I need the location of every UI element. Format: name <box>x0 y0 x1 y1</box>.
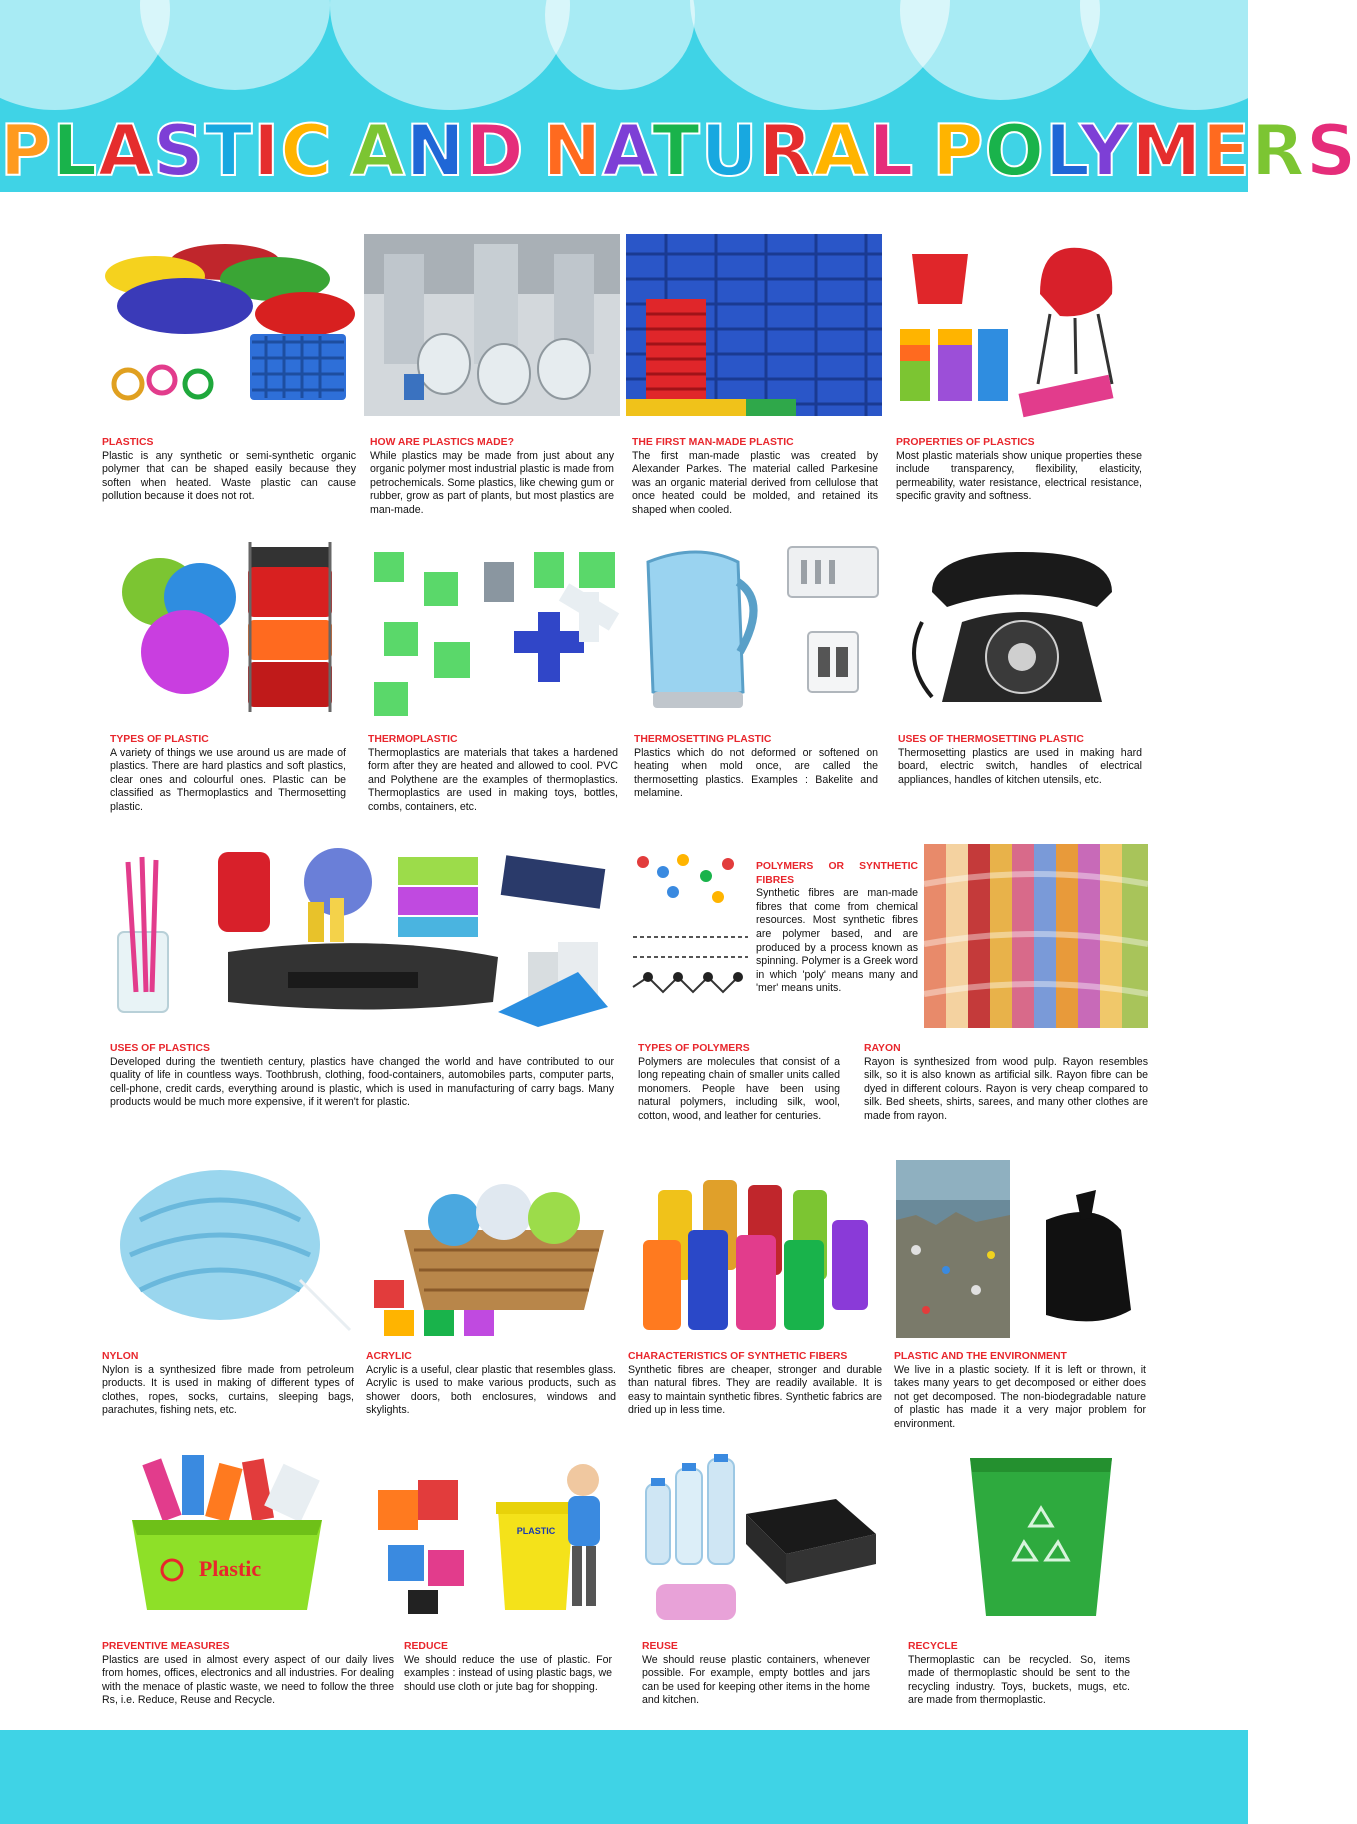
reuse-bottles-containers-image <box>636 1454 886 1626</box>
decor-bubble <box>1080 0 1310 110</box>
section-plastics <box>102 436 356 504</box>
section-text: We should reuse plastic containers, whenever possible. For example, empty bottles and jars can be used for keeping other items in the home and kitchen. <box>642 1653 870 1707</box>
section-text: Nylon is a synthesized fibre made from petroleum products. It is used in making of different types of clothes, ropes, socks, curtains, sleeping bags, parachutes, fishing nets, etc. <box>102 1363 354 1417</box>
rayon-fabric-rolls-image <box>924 844 1148 1028</box>
title-letter: P <box>932 110 985 192</box>
title-letter: N <box>542 110 603 192</box>
nylon-sponge-image <box>100 1160 360 1340</box>
section-text: Plastics which do not deformed or softened on heating when mold once, are called the thermosetting plastics. Examples : Bakelite and melamine. <box>634 746 878 800</box>
decor-bubble <box>900 0 1100 100</box>
section-uses-of-plastics <box>110 1042 614 1110</box>
reduce-plastic-items-image <box>368 1450 614 1626</box>
section-text: Plastics are used in almost every aspect of our daily lives from homes, offices, electronics and all industries. For dealing with the menace of plastic waste, we need to follow the three Rs, i.e. Reduce, Reuse and Recycle. <box>102 1653 394 1707</box>
title-letter: E <box>1202 110 1251 192</box>
section-text: Polymers are molecules that consist of a long repeating chain of smaller units called monomers. People have been using natural polymers, including silk, wool, cotton, wood, and leather for centuries. <box>638 1055 840 1122</box>
header-banner <box>0 0 1357 192</box>
section-text: Most plastic materials show unique properties these include transparency, flexibility, elasticity, permeability, water resistance, electrical resistance, specific gravity and softness. <box>896 449 1142 503</box>
plastic-granules-image <box>100 234 358 416</box>
section-heading: TYPES OF PLASTIC <box>110 734 209 745</box>
title-letter: I <box>253 110 281 192</box>
black-telephone-image <box>892 532 1148 722</box>
title-letter: A <box>602 110 652 192</box>
section-text: A variety of things we use around us are made of plastics. There are hard plastics and soft plastics, clear ones and colourful ones. Plastic can be classified as Thermoplastics and Thermosetting plastic. <box>110 746 346 813</box>
title-letter: A <box>350 110 406 192</box>
section-recycle <box>908 1640 1130 1708</box>
dustbin-label: PLASTIC <box>516 1526 556 1536</box>
title-letter: Y <box>1079 110 1132 192</box>
section-text: While plastics may be made from just about any organic polymer most industrial plastic is made from petrochemicals. Some plastics, like chewing gum or rubber, grow as part of plants, but most plastics are man-made. <box>370 449 614 516</box>
section-types-of-plastic <box>110 733 346 815</box>
section-heading: RAYON <box>864 1043 901 1054</box>
title-letter: L <box>868 110 915 192</box>
title-letter: N <box>405 110 466 192</box>
section-text: Acrylic is a useful, clear plastic that resembles glass. Acrylic is used to make various products, such as shower doors, both enclosures, windows and skylights. <box>366 1363 616 1417</box>
section-heading: RECYCLE <box>908 1641 958 1652</box>
section-types-of-polymers <box>638 1042 840 1124</box>
section-text: Thermoplastics are materials that takes a hardened form after they are heated and allowed to cool. PVC and Polythene are the examples of thermoplastics. Thermoplastics are used in making toys, bottles, combs, containers, etc. <box>368 746 618 813</box>
pvc-fittings-image <box>364 532 624 722</box>
section-text: We live in a plastic society. If it is left or thrown, it takes many years to get decomposed or either does not get decomposed. The non-biodegradable nature of plastic has made it a very major problem for environment. <box>894 1363 1146 1430</box>
section-heading: CHARACTERISTICS OF SYNTHETIC FIBERS <box>628 1351 848 1362</box>
title-letter: A <box>97 110 154 192</box>
polymer-chain-image <box>628 842 752 1016</box>
title-letter: T <box>651 110 701 192</box>
section-acrylic <box>366 1350 616 1418</box>
title-letter: P <box>0 110 53 192</box>
plastic-balls-tiffin-image <box>100 532 360 722</box>
section-text: Thermosetting plastics are used in making hard board, electric switch, handles of electrical appliances, handles of kitchen utensils, etc. <box>898 746 1142 786</box>
section-reduce <box>404 1640 612 1694</box>
section-heading: USES OF PLASTICS <box>110 1043 210 1054</box>
section-text: Rayon is synthesized from wood pulp. Rayon resembles silk, so it is also known as artificial silk. Rayon fibre can be dyed in different colours. Rayon is very cheap compared to silk. Bed sheets, shirts, sarees, and many other clothes are made from rayon. <box>864 1055 1148 1122</box>
plastic-waste-box-image <box>112 1450 338 1620</box>
section-thermoplastic <box>368 733 618 815</box>
section-text: Plastic is any synthetic or semi-synthetic organic polymer that can be shaped easily because they soften when heated. Waste plastic can cause pollution because it does not rot. <box>102 449 356 503</box>
section-text: Thermoplastic can be recycled. So, items made of thermoplastic should be sent to the recycling industry. Toys, buckets, mugs, etc. are made from thermoplastic. <box>908 1653 1130 1707</box>
uses-of-plastics-collage-image <box>108 842 624 1032</box>
section-heading: POLYMERS OR SYNTHETIC FIBRES <box>756 861 918 886</box>
section-text: Developed during the twentieth century, plastics have changed the world and have contributed to our quality of life in countless ways. Toothbrush, clothing, food-containers, automobiles parts, computer parts, cell-phone, credit cards, everything around is plastic, which is used in manufacturing of carry bags. Many products would be much more expensive, if it weren't for plastic. <box>110 1055 614 1109</box>
section-uses-of-thermosetting-plastic <box>898 733 1142 787</box>
plastic-pollution-image <box>896 1160 1146 1340</box>
plastic-box-label: Plastic <box>198 1556 262 1581</box>
title-letter: R <box>1250 110 1306 192</box>
section-heading: REDUCE <box>404 1641 448 1652</box>
title-letter: S <box>153 110 205 192</box>
title-letter: R <box>758 110 814 192</box>
decor-bubble <box>140 0 330 90</box>
section-rayon <box>864 1042 1148 1124</box>
acrylic-yarn-basket-image <box>364 1160 624 1340</box>
plastic-products-image <box>890 234 1148 416</box>
title-letter: U <box>700 110 759 192</box>
section-nylon <box>102 1350 354 1418</box>
title-letter: M <box>1131 110 1203 192</box>
section-heading: NYLON <box>102 1351 139 1362</box>
thread-spools-image <box>628 1160 882 1340</box>
section-characteristics-synthetic-fibers <box>628 1350 882 1418</box>
section-text: We should reduce the use of plastic. For examples : instead of using plastic bags, we should use cloth or jute bag for shopping. <box>404 1653 612 1693</box>
section-first-man-made-plastic <box>632 436 878 518</box>
title-letter: S <box>1305 110 1357 192</box>
recycle-bin-image <box>964 1450 1118 1620</box>
section-heading: PLASTICS <box>102 437 154 448</box>
plastic-crates-image <box>626 234 882 416</box>
section-text: Synthetic fibres are man-made fibres that come from chemical resources. Most synthetic fibres are polymer based, and are produced by a process known as spinning. Polymer is a Greek word in which 'poly' means many and 'mer' means units. <box>756 887 918 995</box>
title-letter: C <box>280 110 333 192</box>
footer-band <box>0 1730 1248 1824</box>
section-thermosetting-plastic <box>634 733 878 801</box>
section-heading: REUSE <box>642 1641 678 1652</box>
section-heading: TYPES OF POLYMERS <box>638 1043 750 1054</box>
decor-bubble <box>545 0 695 90</box>
section-heading: USES OF THERMOSETTING PLASTIC <box>898 734 1084 745</box>
section-heading: PROPERTIES OF PLASTICS <box>896 437 1035 448</box>
section-heading: THE FIRST MAN-MADE PLASTIC <box>632 437 794 448</box>
title-letter: D <box>465 110 525 192</box>
section-text: Synthetic fibres are cheaper, stronger and durable than natural fibres. They are readily available. It is easy to maintain synthetic fibres. Synthetic fabrics are dried up in less time. <box>628 1363 882 1417</box>
poster-title <box>0 110 1357 192</box>
section-heading: HOW ARE PLASTICS MADE? <box>370 437 514 448</box>
title-letter: L <box>52 110 98 192</box>
section-reuse <box>642 1640 870 1708</box>
title-letter: A <box>813 110 869 192</box>
title-letter: T <box>204 110 254 192</box>
section-properties-of-plastics <box>896 436 1142 504</box>
section-plastic-and-environment <box>894 1350 1146 1432</box>
section-heading: ACRYLIC <box>366 1351 412 1362</box>
section-polymers-synthetic-fibres <box>756 860 918 996</box>
plastic-factory-image <box>364 234 620 416</box>
title-letter: L <box>1045 110 1080 192</box>
section-preventive-measures <box>102 1640 394 1708</box>
section-heading: THERMOSETTING PLASTIC <box>634 734 772 745</box>
decor-bubble <box>330 0 570 110</box>
section-heading: PLASTIC AND THE ENVIRONMENT <box>894 1351 1067 1362</box>
section-heading: THERMOPLASTIC <box>368 734 458 745</box>
kettle-switch-image <box>628 532 882 722</box>
section-heading: PREVENTIVE MEASURES <box>102 1641 230 1652</box>
section-text: The first man-made plastic was created by Alexander Parkes. The material called Parkesine was an organic material derived from cellulose that once heated could be molded, and retained its shaped when cooled. <box>632 449 878 516</box>
title-letter: O <box>984 110 1046 192</box>
section-how-plastics-made <box>370 436 614 518</box>
